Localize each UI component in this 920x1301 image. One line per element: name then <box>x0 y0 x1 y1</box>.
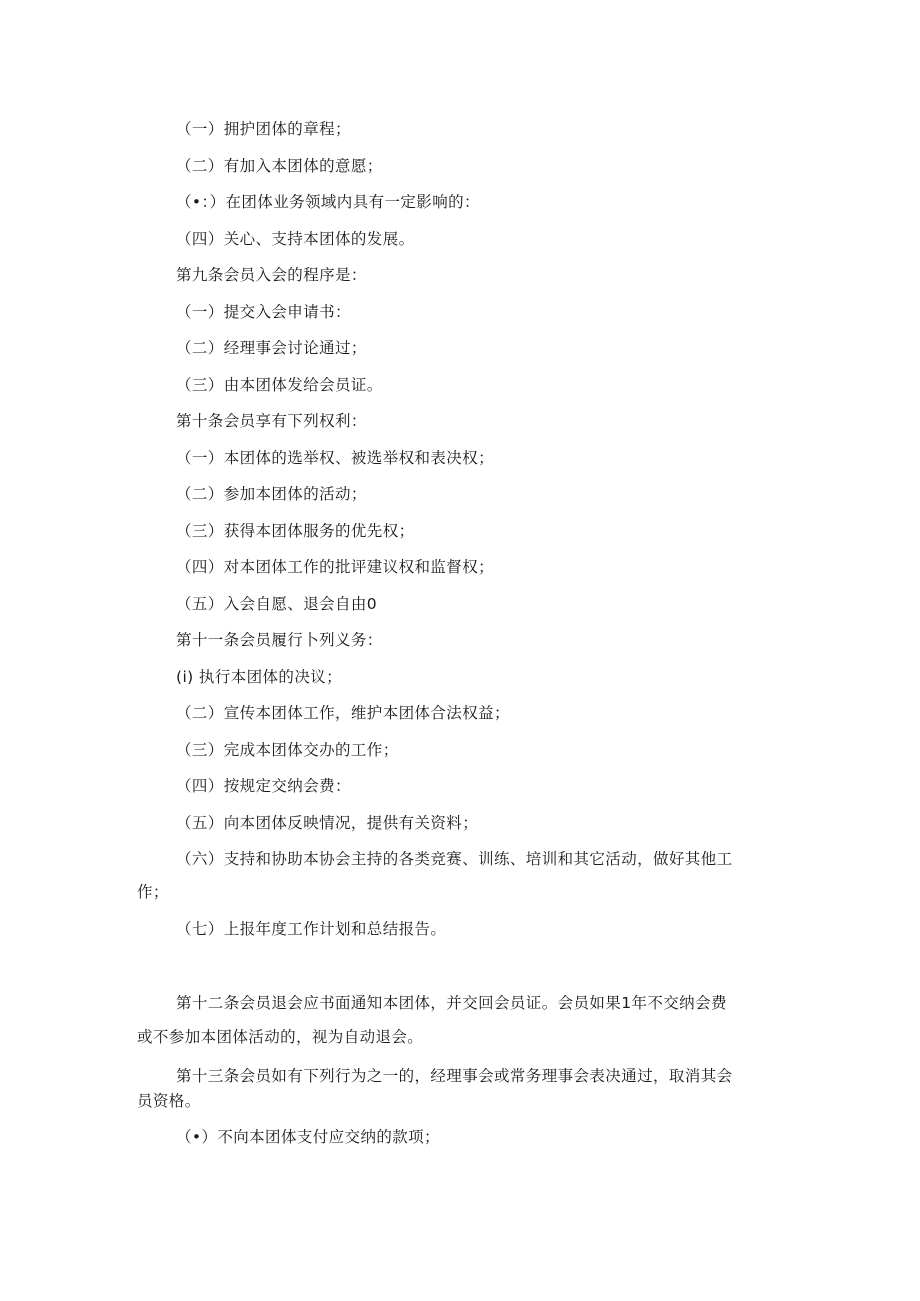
clause-line: （•）不向本团体支付应交纳的款项； <box>176 1128 440 1146</box>
article-heading: 第十条会员享有下列权利： <box>176 412 367 430</box>
article-paragraph: 第十二条会员退会应书面通知本团体，并交回会员证。会员如果1年不交纳会费 <box>176 994 727 1012</box>
clause-line: （二）经理事会讨论通过； <box>176 339 367 357</box>
clause-line: （六）支持和协助本协会主持的各类竞赛、训练、培训和其它活动，做好其他工 <box>176 850 733 868</box>
clause-line: （四）按规定交纳会费： <box>176 777 351 795</box>
clause-line: （四）对本团体工作的批评建议权和监督权； <box>176 558 495 576</box>
clause-line: （•：）在团体业务领域内具有一定影响的： <box>176 193 480 211</box>
clause-line: （二）参加本团体的活动； <box>176 485 367 503</box>
article-paragraph-continuation: 或不参加本团体活动的，视为自动退会。 <box>137 1028 424 1046</box>
clause-line: （一）拥护团体的章程； <box>176 120 351 138</box>
clause-line: （一）提交入会申请书： <box>176 303 351 321</box>
article-heading: 第九条会员入会的程序是： <box>176 266 367 284</box>
clause-line: （三）完成本团体交办的工作； <box>176 741 399 759</box>
clause-line: （二）有加入本团体的意愿； <box>176 157 383 175</box>
article-heading: 第十一条会员履行卜列义务： <box>176 631 383 649</box>
clause-line: （五）入会自愿、退会自由0 <box>176 595 378 613</box>
clause-line: （三）由本团体发给会员证。 <box>176 376 383 394</box>
clause-line: （七）上报年度工作计划和总结报告。 <box>176 920 447 938</box>
clause-line: （一）本团体的选举权、被选举权和表决权； <box>176 449 495 467</box>
article-paragraph: 第十三条会员如有下列行为之一的，经理事会或常务理事会表决通过，取消其会 <box>176 1067 733 1085</box>
clause-line: （三）获得本团体服务的优先权； <box>176 522 415 540</box>
clause-line: （四）关心、支持本团体的发展。 <box>176 230 415 248</box>
article-paragraph-continuation: 员资格。 <box>137 1092 201 1110</box>
clause-line: (i) 执行本团体的决议； <box>176 668 343 686</box>
clause-line: （二）宣传本团体工作，维护本团体合法权益； <box>176 704 510 722</box>
clause-line-continuation: 作； <box>137 883 169 901</box>
clause-line: （五）向本团体反映情况，提供有关资料； <box>176 814 479 832</box>
